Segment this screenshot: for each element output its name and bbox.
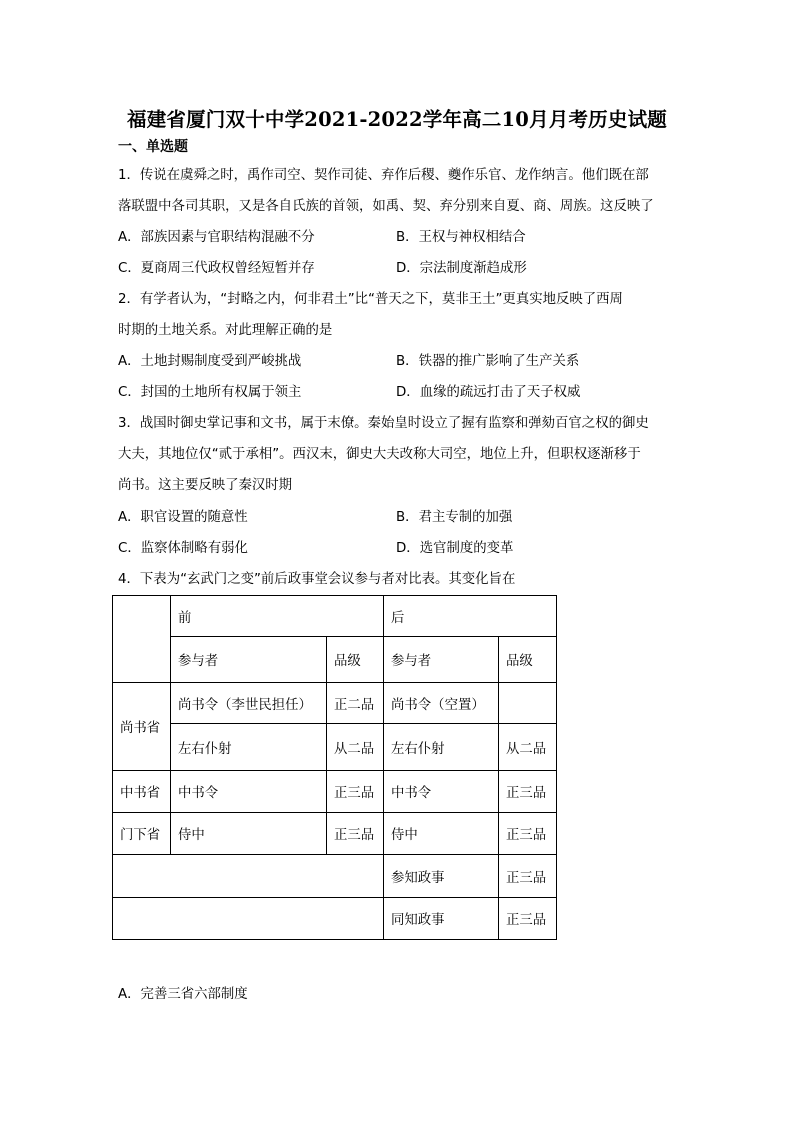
section-heading: 一、单选题 xyxy=(118,139,188,155)
q3-stem-line-2: 大夫，其地位仅“贰于承相”。西汉末，御史大夫改称大司空，地位上升，但职权逐渐移于 xyxy=(118,447,641,462)
after-participant-cell: 同知政事 xyxy=(384,898,499,940)
before-rank-cell: 从二品 xyxy=(327,724,384,771)
before-participant-cell: 侍中 xyxy=(171,813,327,855)
table-row xyxy=(113,724,557,771)
before-participant-cell: 尚书令（李世民担任） xyxy=(171,683,327,724)
q2-option-b: B．铁器的推广影响了生产关系 xyxy=(396,354,580,369)
comparison-table xyxy=(112,595,557,940)
q1-option-a: A．部族因素与官职结构混融不分 xyxy=(118,230,315,245)
before-rank-cell: 正三品 xyxy=(327,813,384,855)
after-participant-cell: 参知政事 xyxy=(384,855,499,898)
header-after: 后 xyxy=(384,596,557,637)
table-row xyxy=(113,855,557,898)
before-rank-cell: 正三品 xyxy=(327,771,384,813)
page-title: 福建省厦门双十中学2021-2022学年高二10月月考历史试题 xyxy=(127,108,667,131)
after-rank-cell xyxy=(499,683,557,724)
after-rank-cell: 正三品 xyxy=(499,813,557,855)
before-rank-cell: 正二品 xyxy=(327,683,384,724)
q3-option-b: B．君主专制的加强 xyxy=(396,510,513,525)
dept-cell: 中书省 xyxy=(113,771,171,813)
before-participant-cell: 中书令 xyxy=(171,771,327,813)
q1-option-d: D．宗法制度渐趋成形 xyxy=(396,261,527,276)
q2-stem-line-1: 2．有学者认为，“封略之内，何非君土”比“普天之下，莫非王土”更真实地反映了西周 xyxy=(118,292,623,307)
table-row xyxy=(113,898,557,940)
header-before: 前 xyxy=(171,596,384,637)
q2-stem-line-2: 时期的土地关系。对此理解正确的是 xyxy=(118,323,333,338)
q2-option-c: C．封国的土地所有权属于领主 xyxy=(118,385,302,400)
table-row xyxy=(113,683,557,724)
before-participant-cell: 左右仆射 xyxy=(171,724,327,771)
header-after-rank: 品级 xyxy=(499,637,557,683)
dept-cell: 尚书省 xyxy=(113,683,171,771)
table-row xyxy=(113,813,557,855)
after-rank-cell: 从二品 xyxy=(499,724,557,771)
table-header-row xyxy=(113,596,557,637)
empty-before-cell xyxy=(113,898,384,940)
q3-option-a: A．职官设置的随意性 xyxy=(118,510,248,525)
q3-option-c: C．监察体制略有弱化 xyxy=(118,541,248,556)
q3-stem-line-3: 尚书。这主要反映了秦汉时期 xyxy=(118,478,293,493)
q1-stem-line-1: 1．传说在虞舜之时，禹作司空、契作司徒、弃作后稷、夔作乐官、龙作纳言。他们既在部 xyxy=(118,168,649,183)
q1-option-c: C．夏商周三代政权曾经短暂并存 xyxy=(118,261,315,276)
after-participant-cell: 侍中 xyxy=(384,813,499,855)
after-rank-cell: 正三品 xyxy=(499,898,557,940)
after-rank-cell: 正三品 xyxy=(499,771,557,813)
table-row xyxy=(113,771,557,813)
table-subheader-row xyxy=(113,637,557,683)
q4-stem-line-1: 4．下表为“玄武门之变”前后政事堂会议参与者对比表。其变化旨在 xyxy=(118,572,516,587)
after-participant-cell: 中书令 xyxy=(384,771,499,813)
q3-stem-line-1: 3．战国时御史掌记事和文书，属于末僚。秦始皇时设立了握有监察和弹劾百官之权的御史 xyxy=(118,416,649,431)
table-corner-cell xyxy=(113,596,171,683)
q2-option-d: D．血缘的疏远打击了天子权威 xyxy=(396,385,581,400)
q1-stem-line-2: 落联盟中各司其职，又是各自氏族的首领，如禹、契、弃分别来自夏、商、周族。这反映了 xyxy=(118,199,654,214)
q4-option-a: A．完善三省六部制度 xyxy=(118,987,248,1002)
header-before-participant: 参与者 xyxy=(171,637,327,683)
after-rank-cell: 正三品 xyxy=(499,855,557,898)
header-before-rank: 品级 xyxy=(327,637,384,683)
q1-option-b: B．王权与神权相结合 xyxy=(396,230,526,245)
header-after-participant: 参与者 xyxy=(384,637,499,683)
dept-cell: 门下省 xyxy=(113,813,171,855)
empty-before-cell xyxy=(113,855,384,898)
q2-option-a: A．土地封赐制度受到严峻挑战 xyxy=(118,354,302,369)
q3-option-d: D．选官制度的变革 xyxy=(396,541,514,556)
after-participant-cell: 左右仆射 xyxy=(384,724,499,771)
after-participant-cell: 尚书令（空置） xyxy=(384,683,499,724)
